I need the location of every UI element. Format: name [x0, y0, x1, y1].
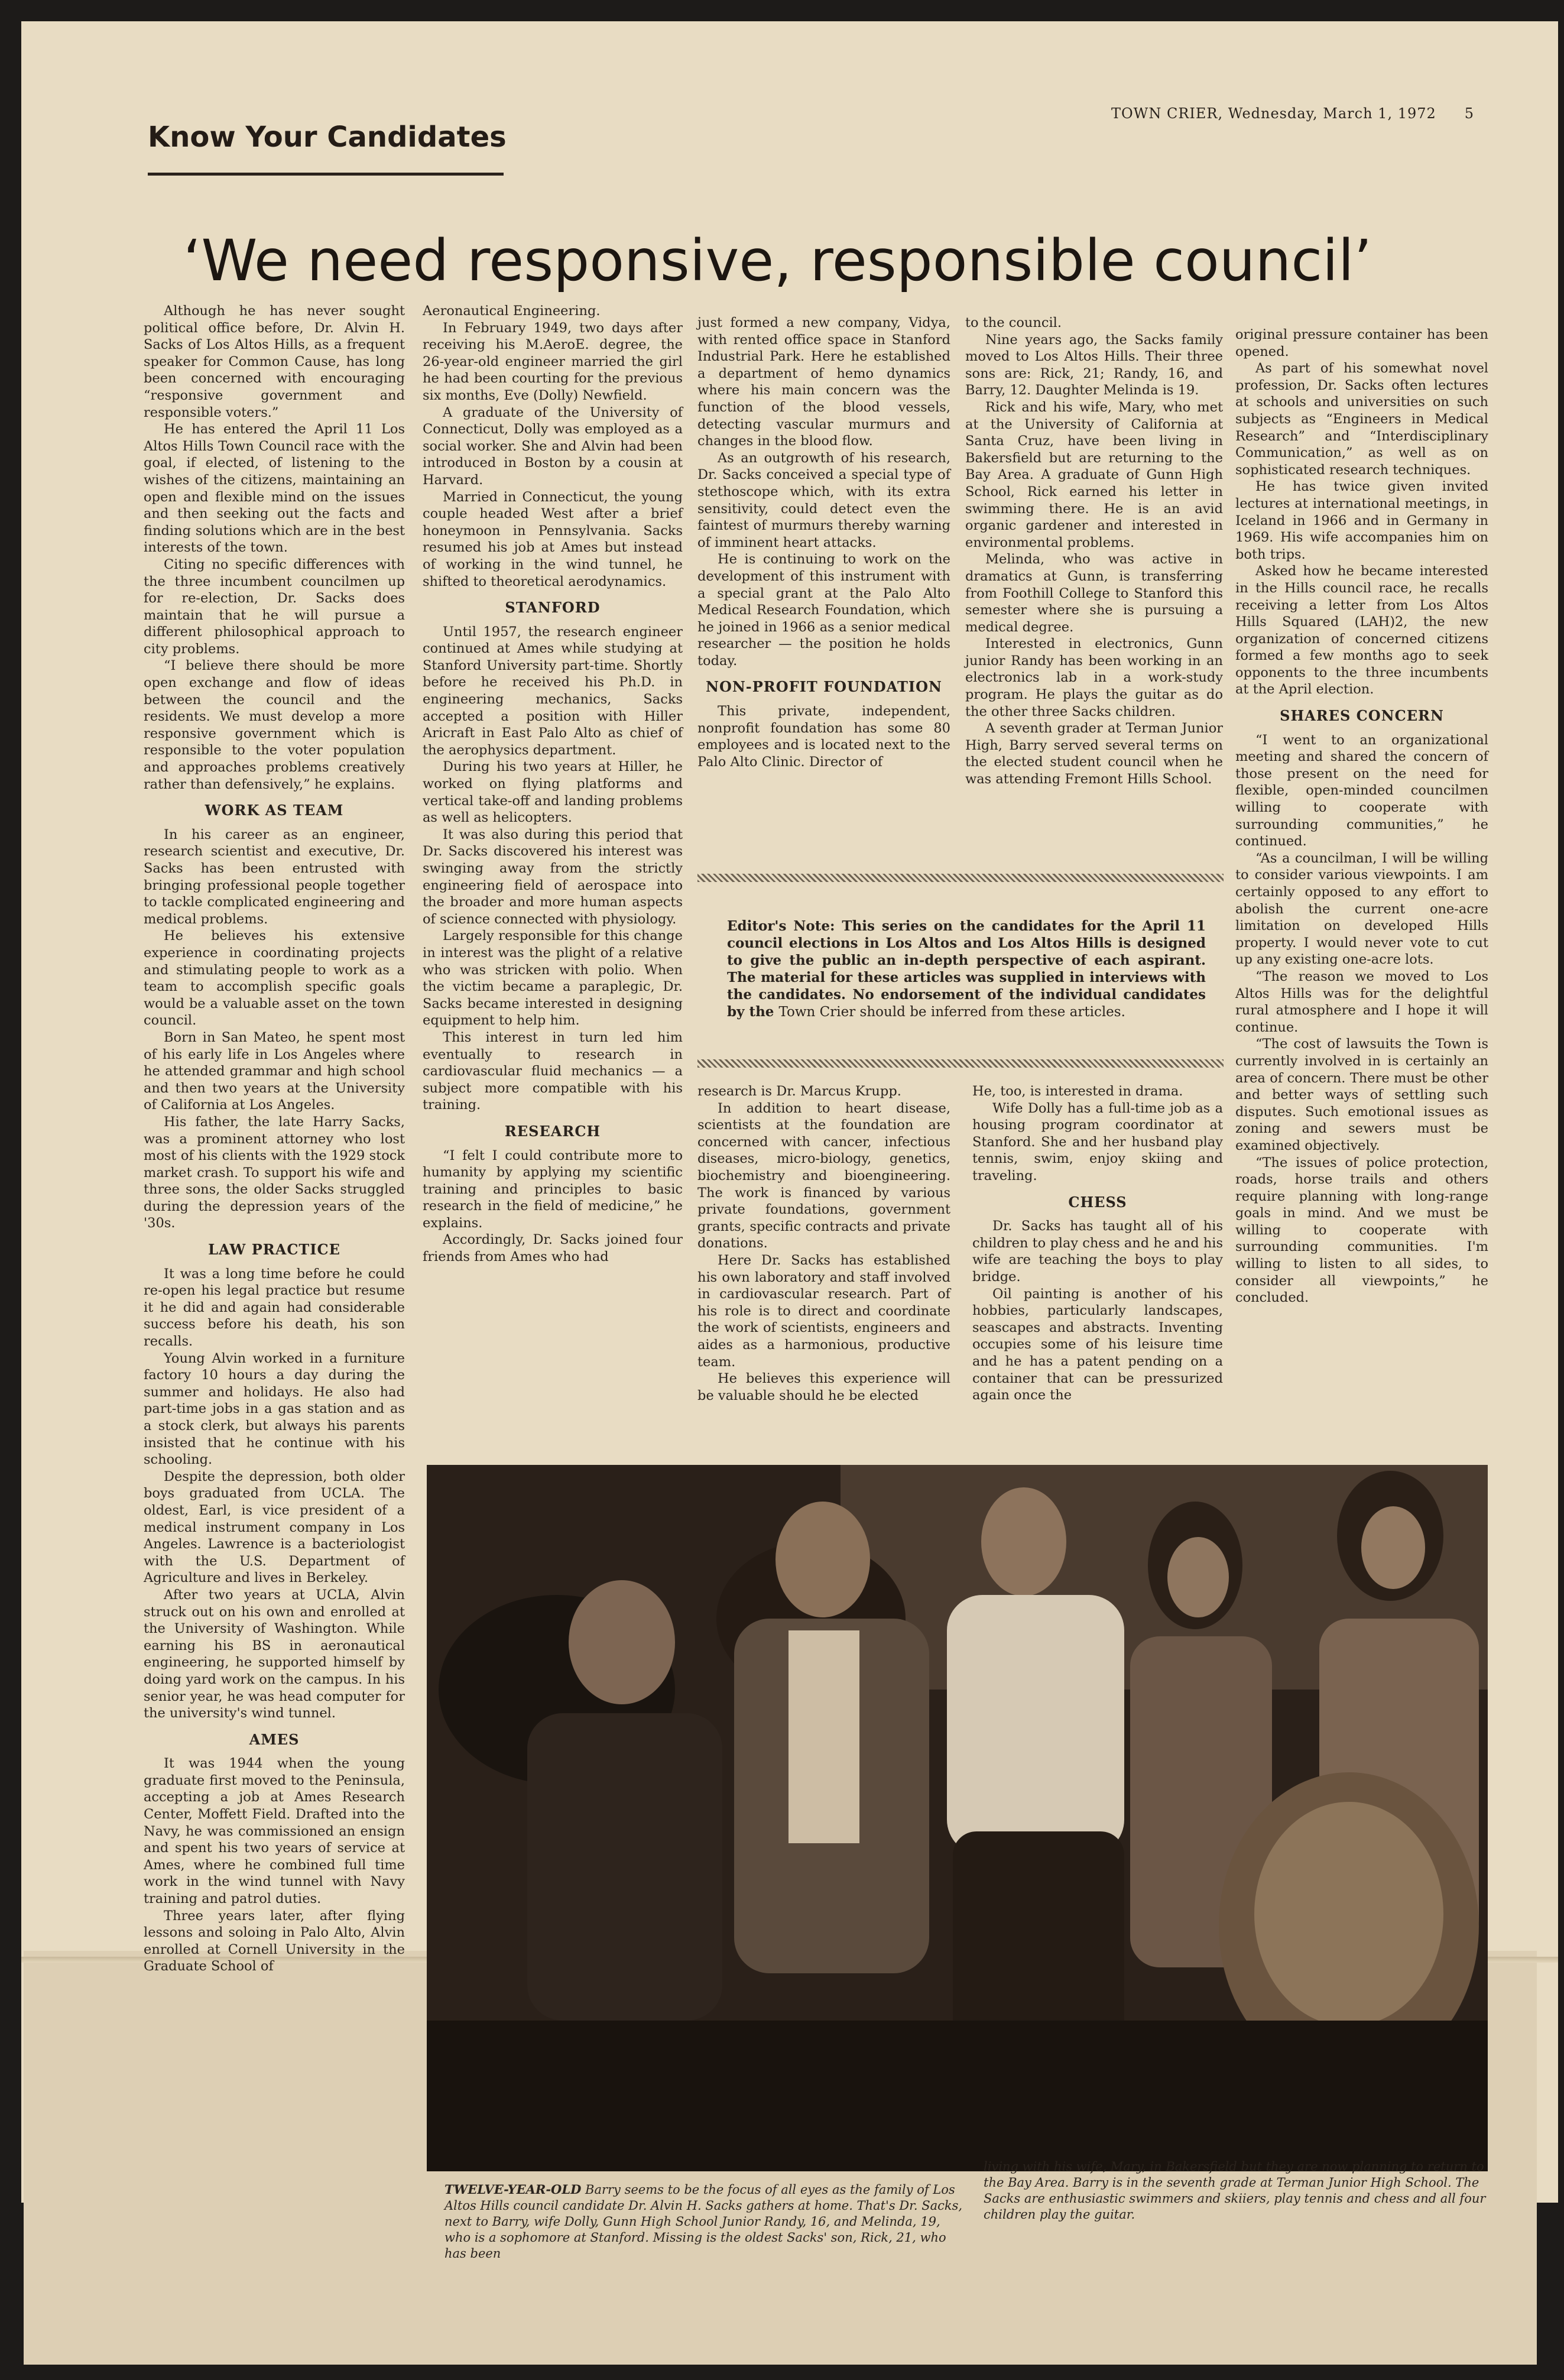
- paragraph: Born in San Mateo, he spent most of his early life in Los Angeles where he attended grammar and high school and then two years at the University of California at Los Angeles.: [144, 1029, 405, 1113]
- article-column-3-lower: [697, 1083, 950, 1404]
- paragraph: His father, the late Harry Sacks, was a prominent attorney who lost most of his clients with the 1929 stock market crash. To support his wife and three sons, the older Sacks struggled during the depression years of the '30s.: [144, 1114, 405, 1231]
- paragraph: In his career as an engineer, research scientist and executive, Dr. Sacks has been entrusted with bringing professional people together to tackle complicated engineering and medical problems.: [144, 826, 405, 927]
- subhead: RESEARCH: [504, 1122, 601, 1140]
- note-rule-top: [697, 874, 1224, 882]
- subhead: NON-PROFIT FOUNDATION: [706, 678, 942, 696]
- paragraph: Young Alvin worked in a furniture factory 10 hours a day during the summer and holidays. He also had part-time jobs in a gas station and as a stock clerk, but always his parents insisted that he continue with his schooling.: [144, 1350, 405, 1468]
- paragraph: As part of his somewhat novel profession, Dr. Sacks often lectures at schools and universities on such subjects as “Engineers in Medical Research” and “Interdisciplinary Communication,” as well as on sophisticated research techniques.: [1235, 361, 1488, 478]
- paragraph: He has entered the April 11 Los Altos Hills Town Council race with the goal, if elected, of listening to the wishes of the citizens, maintaining an open and flexible mind on the issues and then seeking out the facts and finding solutions which are in the best interests of the town.: [144, 421, 405, 556]
- paragraph: “As a councilman, I will be willing to consider various viewpoints. I am certainly opposed to any effort to abolish the current one-acre limitation on developed Hills property. I would never vote to cut up any existing one-acre lots.: [1235, 850, 1488, 968]
- paragraph: Melinda, who was active in dramatics at Gunn, is transferring from Foothill College to Stanford this semester where she is pursuing a medical degree.: [965, 552, 1223, 635]
- paragraph: Although he has never sought political office before, Dr. Alvin H. Sacks of Los Altos Hills, as a frequent speaker for Common Cause, has long been concerned with encouraging “responsive government and responsible voters.”: [144, 303, 405, 420]
- subhead: STANFORD: [505, 599, 601, 617]
- paragraph: research is Dr. Marcus Krupp.: [697, 1084, 901, 1099]
- caption-right-text: living with his wife, Mary, in Bakersfield but they are now planning to return to the Bay Area. Barry is in the seventh grade at Terman Junior High School. The Sacks are enthusiastic swimmers and skiiers, play tennis and chess and all four children play the guitar.: [984, 2159, 1486, 2222]
- paragraph: Dr. Sacks has taught all of his children to play chess and he and his wife are teaching the boys to play bridge.: [972, 1218, 1223, 1285]
- paragraph: Here Dr. Sacks has established his own laboratory and staff involved in cardiovascular research. Part of his role is to direct and coordinate the work of scientists, engineers and aides as a harmonious, productive team.: [697, 1252, 950, 1370]
- folio: [1111, 105, 1474, 122]
- paragraph: In addition to heart disease, scientists at the foundation are concerned with cancer, infectious diseases, micro-biology, genetics, biochemistry and bioengineering. The work is financed by various private foundations, government grants, specific contracts and private donations.: [697, 1100, 950, 1251]
- paragraph: It was a long time before he could re-open his legal practice but resume it he did and again had considerable success before his death, his son recalls.: [144, 1266, 405, 1350]
- paragraph: He believes his extensive experience in coordinating projects and stimulating people to work as a team to accomplish specific goals would be a valuable asset on the town council.: [144, 928, 405, 1029]
- paragraph: Largely responsible for this change in interest was the plight of a relative who was stricken with polio. When the victim became a paraplegic, Dr. Sacks became interested in designing equipment to help him.: [423, 928, 683, 1029]
- paragraph: “The reason we moved to Los Altos Hills was for the delightful rural atmosphere and I hope it will continue.: [1235, 968, 1488, 1035]
- paragraph: Aeronautical Engineering.: [423, 303, 601, 319]
- paragraph: It was also during this period that Dr. Sacks discovered his interest was swinging away from the strictly engineering field of aerospace into the broader and more human aspects of science connected with physiology.: [423, 826, 683, 927]
- paragraph: Until 1957, the research engineer continued at Ames while studying at Stanford University part-time. Shortly before he received his Ph.D. in engineering mechanics, Sacks accepted a position with Hiller Aricraft in East Palo Alto as chief of the aerophysics department.: [423, 624, 683, 758]
- editors-note-label: Editor's Note:: [727, 918, 835, 934]
- caption-lead: TWELVE-YEAR-OLD: [444, 2182, 582, 2197]
- subhead: WORK AS TEAM: [205, 802, 344, 819]
- section-kicker: Know Your Candidates: [148, 121, 507, 154]
- subhead: LAW PRACTICE: [208, 1241, 340, 1259]
- paragraph: During his two years at Hiller, he worked on flying platforms and vertical take-off and landing problems as well as helicopters.: [423, 759, 683, 826]
- paragraph: Three years later, after flying lessons and soloing in Palo Alto, Alvin enrolled at Cornell University in the Graduate School of: [144, 1908, 405, 1974]
- paragraph: “I believe there should be more open exchange and flow of ideas between the council and the residents. We must develop a more responsive government which is responsible to the voter population and approaches problems creatively rather than defensively,” he explains.: [144, 658, 405, 792]
- paragraph: He, too, is interested in drama.: [972, 1084, 1183, 1099]
- paragraph: just formed a new company, Vidya, with rented office space in Stanford Industrial Park. Here he established a department of hemo dynamics where his main concern was the function of the blood vessels, detecting vascular murmurs and changes in the blood flow.: [697, 315, 950, 449]
- paragraph: Asked how he became interested in the Hills council race, he recalls receiving a letter from Los Altos Hills Squared (LAH)2, the new organization of concerned citizens formed a few months ago to seek opponents to the three incumbents at the April election.: [1235, 563, 1488, 698]
- article-column-4-lower: [972, 1083, 1223, 1404]
- paragraph: Nine years ago, the Sacks family moved to Los Altos Hills. Their three sons are: Rick, 21; Randy, 16, and Barry, 12. Daughter Melinda is 19.: [965, 332, 1223, 398]
- editors-note-text: This series on the candidates for the April 11 council elections in Los Altos and Los Altos Hills is designed to give the public an in-depth perspective of each aspirant. The material for these articles was supplied in interviews with the candidates. No endorsement of the individual candidates by the: [727, 918, 1206, 1020]
- article-column-1: [144, 303, 405, 1975]
- paragraph: Citing no specific differences with the three incumbent councilmen up for re-election, Dr. Sacks does maintain that he will pursue a different philosophical approach to city problems.: [144, 556, 405, 657]
- family-photo: [427, 1465, 1488, 2171]
- paragraph: After two years at UCLA, Alvin struck out on his own and enrolled at the University of Washington. While earning his BS in aeronautical engineering, he supported himself by doing yard work on the campus. In his senior year, he was head computer for the university's wind tunnel.: [144, 1587, 405, 1721]
- paragraph: He believes this experience will be valuable should he be elected: [697, 1371, 950, 1403]
- article-column-3: [697, 314, 950, 770]
- subhead: CHESS: [1068, 1193, 1127, 1211]
- paragraph: “The issues of police protection, roads, horse trails and others require planning with long-range goals in mind. And we must be willing to cooperate with surrounding communities. I'm willing to listen to all sides, to consider all viewpoints,” he concluded.: [1235, 1155, 1488, 1306]
- family-photo-illustration: [427, 1465, 1488, 2171]
- folio-text: TOWN CRIER, Wednesday, March 1, 1972: [1111, 105, 1436, 122]
- paragraph: Oil painting is another of his hobbies, particularly landscapes, seascapes and abstracts. Inventing occupies some of his leisure time and he has a patent pending on a container that can be pressurized again once the: [972, 1286, 1223, 1403]
- article-column-4: [965, 314, 1223, 788]
- paragraph: It was 1944 when the young graduate first moved to the Peninsula, accepting a job at Ames Research Center, Moffett Field. Drafted into the Navy, he was commissioned an ensign and spent his two years of service at Ames, where he combined full time work in the wind tunnel with Navy training and patrol duties.: [144, 1756, 405, 1907]
- paragraph: A seventh grader at Terman Junior High, Barry served several terms on the elected student council when he was attending Fremont Hills School.: [965, 721, 1223, 787]
- note-rule-bottom: [697, 1059, 1224, 1068]
- caption-left-text: Barry seems to be the focus of all eyes as the family of Los Altos Hills council candidate Dr. Alvin H. Sacks gathers at home. That's Dr. Sacks, next to Barry, wife Dolly, Gunn High School Junior Randy, 16, and Melinda, 19, who is a sophomore at Stanford. Missing is the oldest Sacks' son, Rick, 21, who has been: [444, 2183, 963, 2261]
- paragraph: This private, independent, nonprofit foundation has some 80 employees and is located next to the Palo Alto Clinic. Director of: [697, 703, 950, 770]
- subhead: AMES: [249, 1730, 300, 1748]
- paragraph: Wife Dolly has a full-time job as a housing program coordinator at Stanford. She and her husband play tennis, swim, enjoy skiing and traveling.: [972, 1100, 1223, 1183]
- paragraph: As an outgrowth of his research, Dr. Sacks conceived a special type of stethoscope which, with its extra sensitivity, could detect even the faintest of murmurs thereby warning of imminent heart attacks.: [697, 450, 950, 550]
- paragraph: He is continuing to work on the development of this instrument with a special grant at the Palo Alto Medical Research Foundation, which he joined in 1966 as a senior medical researcher — the position he holds today.: [697, 552, 950, 669]
- paragraph: to the council.: [965, 315, 1062, 330]
- paragraph: This interest in turn led him eventually to research in cardiovascular fluid mechanics — a subject more compatible with his training.: [423, 1029, 683, 1113]
- subhead: SHARES CONCERN: [1280, 707, 1444, 725]
- page-number: 5: [1464, 105, 1475, 122]
- paragraph: Despite the depression, both older boys graduated from UCLA. The oldest, Earl, is vice president of a medical instrument company in Los Angeles. Lawrence is a bacteriologist with the U.S. Department of Agriculture and lives in Berkeley.: [144, 1468, 405, 1586]
- editors-note: [727, 917, 1206, 1021]
- paragraph: “The cost of lawsuits the Town is currently involved in is certainly an area of concern. There must be other and better ways of settling such disputes. Such emotional issues as zoning and sewers must be examined objectively.: [1235, 1036, 1488, 1153]
- paragraph: He has twice given invited lectures at international meetings, in Iceland in 1966 and in Germany in 1969. His wife accompanies him on both trips.: [1235, 479, 1488, 562]
- headline: ‘We need responsive, responsible council’: [183, 228, 1372, 294]
- paragraph: Interested in electronics, Gunn junior Randy has been working in an electronics lab in a work-study program. He plays the guitar as do the other three Sacks children.: [965, 636, 1223, 719]
- photo-caption-right: [984, 2159, 1490, 2223]
- kicker-rule: [148, 173, 504, 176]
- paragraph: “I felt I could contribute more to humanity by applying my scientific training and principles to basic research in the field of medicine,” he explains.: [423, 1147, 683, 1231]
- photo-caption-left: [444, 2181, 965, 2262]
- paragraph: Married in Connecticut, the young couple headed West after a brief honeymoon in Pennsylvania. Sacks resumed his job at Ames but instead of working in the wind tunnel, he shifted to theoretical aerodynamics.: [423, 489, 683, 589]
- paragraph: Accordingly, Dr. Sacks joined four friends from Ames who had: [423, 1232, 683, 1265]
- paragraph: A graduate of the University of Connecticut, Dolly was employed as a social worker. She and Alvin had been introduced in Boston by a cousin at Harvard.: [423, 404, 683, 488]
- paragraph: Rick and his wife, Mary, who met at the University of California at Santa Cruz, have been living in Bakersfield but are returning to the Bay Area. A graduate of Gunn High School, Rick earned his letter in swimming there. He is an avid organic gardener and interested in environmental problems.: [965, 399, 1223, 550]
- article-column-2: [423, 303, 683, 1266]
- editors-note-text-end: Town Crier should be inferred from these articles.: [778, 1004, 1125, 1020]
- paragraph: In February 1949, two days after receiving his M.AeroE. degree, the 26-year-old engineer married the girl he had been courting for the previous six months, Eve (Dolly) Newfield.: [423, 320, 683, 403]
- paragraph: “I went to an organizational meeting and shared the concern of those present on the need for flexible, open-minded councilmen willing to cooperate with surrounding communities,” he continued.: [1235, 732, 1488, 849]
- article-column-5: [1235, 326, 1488, 1306]
- paragraph: original pressure container has been opened.: [1235, 327, 1488, 359]
